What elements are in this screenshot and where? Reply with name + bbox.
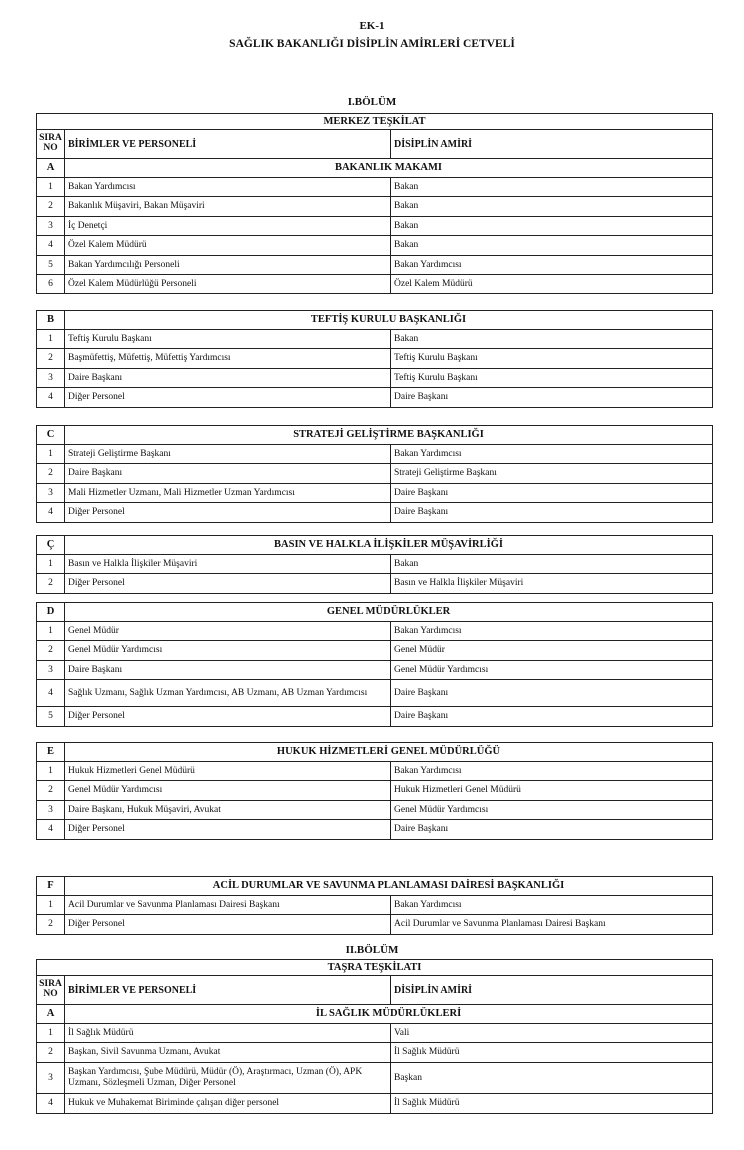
column-header-unit: BİRİMLER VE PERSONELİ (65, 976, 391, 1005)
disciplinary-supervisor: Teftiş Kurulu Başkanı (391, 368, 713, 387)
section-title: İL SAĞLIK MÜDÜRLÜKLERİ (65, 1005, 713, 1024)
unit-name: Özel Kalem Müdürü (65, 236, 391, 255)
table-row (37, 274, 713, 293)
column-header-no: SIRA NO (37, 130, 65, 159)
section-title: HUKUK HİZMETLERİ GENEL MÜDÜRLÜĞÜ (65, 743, 713, 762)
row-number: 5 (37, 707, 65, 726)
section-title: BAKANLIK MAKAMI (65, 159, 713, 178)
row-number: 1 (37, 555, 65, 574)
section-title: ACİL DURUMLAR VE SAVUNMA PLANLAMASI DAİRESİ BAŞKANLIĞI (65, 877, 713, 896)
table-row (37, 1043, 713, 1062)
unit-name: Diğer Personel (65, 820, 391, 839)
row-number: 3 (37, 660, 65, 679)
disciplinary-supervisor: Vali (391, 1024, 713, 1043)
row-number: 4 (37, 820, 65, 839)
table-row (37, 707, 713, 726)
row-number: 4 (37, 503, 65, 522)
unit-name: Strateji Geliştirme Başkanı (65, 445, 391, 464)
table-row (37, 1093, 713, 1113)
disciplinary-supervisor: Daire Başkanı (391, 483, 713, 502)
disciplinary-supervisor: İl Sağlık Müdürü (391, 1043, 713, 1062)
table-row (37, 388, 713, 407)
central-org-table (36, 876, 713, 935)
part2-heading: II.BÖLÜM (345, 944, 399, 956)
table-row (37, 800, 713, 819)
annex-label: EK-1 (359, 20, 385, 32)
column-header-supervisor: DİSİPLİN AMİRİ (391, 130, 713, 159)
disciplinary-supervisor: Bakan (391, 197, 713, 216)
row-number: 3 (37, 216, 65, 235)
section-letter: A (37, 1005, 65, 1024)
unit-name: Başkan, Sivil Savunma Uzmanı, Avukat (65, 1043, 391, 1062)
table-row (37, 503, 713, 522)
row-number: 5 (37, 255, 65, 274)
section-title: TEFTİŞ KURULU BAŞKANLIĞI (65, 311, 713, 330)
row-number: 1 (37, 330, 65, 349)
section-title-row (37, 877, 713, 896)
section-letter: Ç (37, 536, 65, 555)
row-number: 4 (37, 1093, 65, 1113)
section-title-row (37, 426, 713, 445)
section-title-row (37, 1005, 713, 1024)
row-number: 4 (37, 236, 65, 255)
unit-name: Daire Başkanı, Hukuk Müşaviri, Avukat (65, 800, 391, 819)
section-letter: E (37, 743, 65, 762)
provincial-org-table (36, 959, 713, 1114)
unit-name: Genel Müdür Yardımcısı (65, 641, 391, 660)
table-row (37, 368, 713, 387)
row-number: 4 (37, 388, 65, 407)
row-number: 1 (37, 622, 65, 641)
central-org-table (36, 113, 713, 294)
column-header-unit: BİRİMLER VE PERSONELİ (65, 130, 391, 159)
central-org-table (36, 535, 713, 594)
table-row (37, 641, 713, 660)
unit-name: Başkan Yardımcısı, Şube Müdürü, Müdür (Ö), Araştırmacı, Uzman (Ö), APK Uzmanı, Sözleşmeli Uzman, Diğer Personel (65, 1062, 391, 1093)
table-row (37, 915, 713, 934)
disciplinary-supervisor: Bakan Yardımcısı (391, 896, 713, 915)
unit-name: Hukuk ve Muhakemat Biriminde çalışan diğer personel (65, 1093, 391, 1113)
disciplinary-supervisor: Teftiş Kurulu Başkanı (391, 349, 713, 368)
row-number: 2 (37, 641, 65, 660)
disciplinary-supervisor: Bakan Yardımcısı (391, 762, 713, 781)
section-title-row (37, 603, 713, 622)
disciplinary-supervisor: İl Sağlık Müdürü (391, 1093, 713, 1113)
unit-name: Diğer Personel (65, 707, 391, 726)
unit-name: Basın ve Halkla İlişkiler Müşaviri (65, 555, 391, 574)
disciplinary-supervisor: Genel Müdür (391, 641, 713, 660)
table-row (37, 622, 713, 641)
unit-name: Diğer Personel (65, 503, 391, 522)
section-title: GENEL MÜDÜRLÜKLER (65, 603, 713, 622)
disciplinary-supervisor: Daire Başkanı (391, 503, 713, 522)
table-row (37, 1062, 713, 1093)
disciplinary-supervisor: Genel Müdür Yardımcısı (391, 800, 713, 819)
row-number: 2 (37, 574, 65, 593)
unit-name: Diğer Personel (65, 915, 391, 934)
disciplinary-supervisor: Basın ve Halkla İlişkiler Müşaviri (391, 574, 713, 593)
disciplinary-supervisor: Strateji Geliştirme Başkanı (391, 464, 713, 483)
table-row (37, 445, 713, 464)
table-row (37, 255, 713, 274)
row-number: 1 (37, 445, 65, 464)
row-number: 2 (37, 464, 65, 483)
disciplinary-supervisor: Özel Kalem Müdürü (391, 274, 713, 293)
row-number: 6 (37, 274, 65, 293)
unit-name: Mali Hizmetler Uzmanı, Mali Hizmetler Uzman Yardımcısı (65, 483, 391, 502)
part1-heading: I.BÖLÜM (347, 96, 397, 108)
table-row (37, 216, 713, 235)
disciplinary-supervisor: Hukuk Hizmetleri Genel Müdürü (391, 781, 713, 800)
row-number: 2 (37, 349, 65, 368)
section-title-row (37, 743, 713, 762)
unit-name: Bakanlık Müşaviri, Bakan Müşaviri (65, 197, 391, 216)
unit-name: Daire Başkanı (65, 660, 391, 679)
central-org-table (36, 425, 713, 523)
section-letter: C (37, 426, 65, 445)
table-row (37, 1024, 713, 1043)
row-number: 3 (37, 368, 65, 387)
unit-name: Diğer Personel (65, 574, 391, 593)
table-row (37, 574, 713, 593)
section-title: BASIN VE HALKLA İLİŞKİLER MÜŞAVİRLİĞİ (65, 536, 713, 555)
row-number: 3 (37, 1062, 65, 1093)
row-number: 1 (37, 1024, 65, 1043)
row-number: 2 (37, 1043, 65, 1062)
row-number: 3 (37, 800, 65, 819)
section-letter: D (37, 603, 65, 622)
unit-name: Daire Başkanı (65, 464, 391, 483)
central-org-table (36, 742, 713, 840)
section-banner: TAŞRA TEŞKİLATI (37, 960, 713, 976)
unit-name: İl Sağlık Müdürü (65, 1024, 391, 1043)
table-row (37, 178, 713, 197)
disciplinary-supervisor: Bakan Yardımcısı (391, 255, 713, 274)
disciplinary-supervisor: Bakan (391, 216, 713, 235)
section-letter: F (37, 877, 65, 896)
disciplinary-supervisor: Daire Başkanı (391, 388, 713, 407)
column-header-supervisor: DİSİPLİN AMİRİ (391, 976, 713, 1005)
unit-name: İç Denetçi (65, 216, 391, 235)
table-row (37, 464, 713, 483)
disciplinary-supervisor: Bakan (391, 236, 713, 255)
row-number: 2 (37, 197, 65, 216)
table-row (37, 349, 713, 368)
disciplinary-supervisor: Bakan Yardımcısı (391, 445, 713, 464)
table-row (37, 330, 713, 349)
section-title-row (37, 536, 713, 555)
unit-name: Başmüfettiş, Müfettiş, Müfettiş Yardımcısı (65, 349, 391, 368)
table-row (37, 680, 713, 707)
table-row (37, 820, 713, 839)
row-number: 2 (37, 781, 65, 800)
row-number: 1 (37, 178, 65, 197)
table-row (37, 660, 713, 679)
document-title: SAĞLIK BAKANLIĞI DİSİPLİN AMİRLERİ CETVELİ (229, 38, 515, 50)
unit-name: Diğer Personel (65, 388, 391, 407)
disciplinary-supervisor: Acil Durumlar ve Savunma Planlaması Dairesi Başkanı (391, 915, 713, 934)
row-number: 4 (37, 680, 65, 707)
section-banner: MERKEZ TEŞKİLAT (37, 114, 713, 130)
disciplinary-supervisor: Bakan (391, 555, 713, 574)
row-number: 1 (37, 896, 65, 915)
unit-name: Daire Başkanı (65, 368, 391, 387)
unit-name: Acil Durumlar ve Savunma Planlaması Dairesi Başkanı (65, 896, 391, 915)
table-row (37, 896, 713, 915)
table-row (37, 555, 713, 574)
section-title-row (37, 159, 713, 178)
table-row (37, 236, 713, 255)
disciplinary-supervisor: Başkan (391, 1062, 713, 1093)
disciplinary-supervisor: Bakan (391, 330, 713, 349)
table-row (37, 762, 713, 781)
unit-name: Genel Müdür Yardımcısı (65, 781, 391, 800)
column-header-no: SIRA NO (37, 976, 65, 1005)
disciplinary-supervisor: Bakan (391, 178, 713, 197)
section-letter: A (37, 159, 65, 178)
unit-name: Bakan Yardımcısı (65, 178, 391, 197)
row-number: 1 (37, 762, 65, 781)
unit-name: Bakan Yardımcılığı Personeli (65, 255, 391, 274)
unit-name: Genel Müdür (65, 622, 391, 641)
unit-name: Özel Kalem Müdürlüğü Personeli (65, 274, 391, 293)
disciplinary-supervisor: Daire Başkanı (391, 707, 713, 726)
row-number: 2 (37, 915, 65, 934)
unit-name: Sağlık Uzmanı, Sağlık Uzman Yardımcısı, AB Uzmanı, AB Uzman Yardımcısı (65, 680, 391, 707)
table-row (37, 197, 713, 216)
central-org-table (36, 310, 713, 408)
table-row (37, 781, 713, 800)
disciplinary-supervisor: Daire Başkanı (391, 820, 713, 839)
disciplinary-supervisor: Daire Başkanı (391, 680, 713, 707)
central-org-table (36, 602, 713, 727)
section-title: STRATEJİ GELİŞTİRME BAŞKANLIĞI (65, 426, 713, 445)
table-row (37, 483, 713, 502)
row-number: 3 (37, 483, 65, 502)
section-title-row (37, 311, 713, 330)
unit-name: Hukuk Hizmetleri Genel Müdürü (65, 762, 391, 781)
section-letter: B (37, 311, 65, 330)
disciplinary-supervisor: Genel Müdür Yardımcısı (391, 660, 713, 679)
unit-name: Teftiş Kurulu Başkanı (65, 330, 391, 349)
disciplinary-supervisor: Bakan Yardımcısı (391, 622, 713, 641)
